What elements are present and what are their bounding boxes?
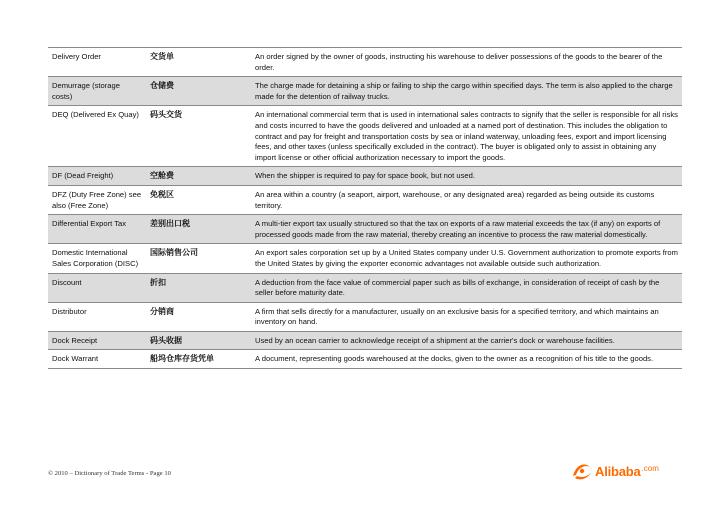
chinese-term-cell: 分销商 — [150, 306, 174, 316]
chinese-term-cell: 空舱费 — [150, 171, 174, 181]
term-cell: DFZ (Duty Free Zone) see also (Free Zone) — [52, 189, 142, 210]
page-footer: © 2010 – Dictionary of Trade Terms - Page 10 — [48, 470, 171, 477]
table-row — [48, 47, 682, 76]
term-cell: Demurrage (storage costs) — [52, 81, 120, 101]
chinese-term-cell: 船坞仓库存货凭单 — [150, 354, 214, 364]
chinese-term-cell: 码头交货 — [150, 110, 182, 120]
logo-suffix: .com — [641, 463, 659, 473]
term-cell: Delivery Order — [52, 52, 101, 61]
chinese-term-cell: 差别出口税 — [150, 219, 190, 229]
table-row — [48, 166, 682, 185]
term-cell: Differential Export Tax — [52, 219, 127, 229]
term-cell: DF (Dead Freight) — [52, 171, 114, 181]
table-row — [48, 185, 682, 214]
definition-cell: An order signed by the owner of goods, instructing his warehouse to deliver possessions of the goods to the bearer of the order. — [255, 52, 663, 72]
term-cell: Distributor — [52, 306, 87, 316]
alibaba-logo — [570, 459, 659, 483]
definition-cell: The charge made for detaining a ship or failing to ship the cargo within specified days. The term is also applied to the charge made for the detention of railway trucks. — [255, 81, 673, 101]
table-row — [48, 331, 682, 350]
glossary-table — [48, 47, 682, 369]
definition-cell: A multi-tier export tax usually structured so that the tax on exports of a raw material exceeds the tax (if any) on exports of processed goods made from the raw material, thereby creating an incentive to process the raw material domestically. — [255, 219, 661, 239]
table-row — [48, 349, 682, 369]
table-row — [48, 273, 682, 302]
definition-cell: A deduction from the face value of commercial paper such as bills of exchange, in consideration of receipt of cash by the seller before maturity date. — [255, 277, 660, 298]
term-cell: Domestic International Sales Corporation (DISC) — [52, 248, 139, 268]
table-row — [48, 214, 682, 243]
definition-cell: Used by an ocean carrier to acknowledge receipt of a shipment at the carrier's dock or warehouse facilities. — [255, 335, 615, 345]
table-row — [48, 302, 682, 331]
table-row — [48, 105, 682, 166]
definition-cell: An international commercial term that is used in international sales contracts to signify that the seller is responsible for all risks and costs incurred to have the goods delivered and unloaded at a named port of destination. This includes the obligation to contract and pay for freight and transportation costs by sea or inland waterway, unloading fees, export and import licensing fees, and other taxes (unless specifically excluded in the contract). The buyer is obligated only to assist in obtaining any import license or other official authorization necessary to import the goods. — [255, 110, 678, 162]
table-row — [48, 243, 682, 272]
term-cell: DEQ (Delivered Ex Quay) — [52, 110, 139, 120]
definition-cell: An export sales corporation set up by a United States company under U.S. Government authorization to promote exports from the United States by giving the exporter economic advantages not available outside such authorization. — [255, 248, 678, 268]
chinese-term-cell: 码头收据 — [150, 335, 182, 345]
chinese-term-cell: 仓储费 — [150, 81, 174, 91]
definition-cell: An area within a country (a seaport, airport, warehouse, or any designated area) regarded as being outside its customs territory. — [255, 189, 655, 210]
chinese-term-cell: 交货单 — [150, 52, 174, 61]
definition-cell: A document, representing goods warehoused at the docks, given to the owner as a recognition of his title to the goods. — [255, 354, 654, 364]
alibaba-smile-icon — [570, 459, 594, 483]
definition-cell: When the shipper is required to pay for space book, but not used. — [255, 171, 475, 181]
chinese-term-cell: 免税区 — [150, 189, 174, 199]
definition-cell: A firm that sells directly for a manufacturer, usually on an exclusive basis for a specified territory, and which maintains an inventory on hand. — [255, 306, 659, 327]
table-row — [48, 76, 682, 105]
term-cell: Dock Warrant — [52, 354, 99, 364]
chinese-term-cell: 国际销售公司 — [150, 248, 198, 258]
term-cell: Dock Receipt — [52, 335, 98, 345]
term-cell: Discount — [52, 277, 82, 287]
chinese-term-cell: 折扣 — [150, 277, 166, 287]
logo-wordmark: Alibaba — [595, 463, 641, 479]
